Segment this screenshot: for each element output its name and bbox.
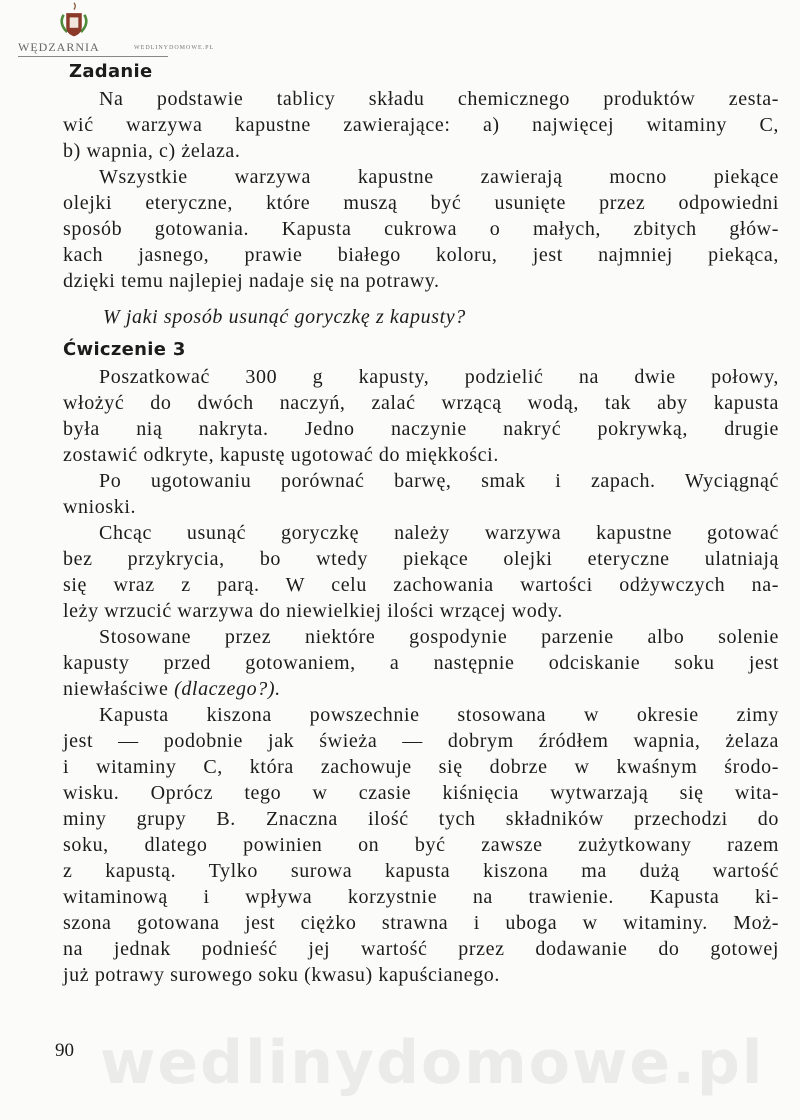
text-line: leży wrzucić warzywa do niewielkiej ilości wrzącej wody. [63, 600, 563, 622]
text-line: Stosowane przez niektóre gospodynie parzenie albo solenie [99, 626, 779, 648]
paragraph [63, 164, 779, 294]
text-line: z kapustą. Tylko surowa kapusta kiszona ma dużą wartość [63, 860, 779, 882]
text-line: Poszatkować 300 g kapusty, podzielić na dwie połowy, [99, 366, 779, 388]
text-line: szona gotowana jest ciężko strawna i uboga w witaminy. Moż- [63, 912, 779, 934]
heading-zadanie: Zadanie [69, 61, 153, 82]
text-line: włożyć do dwóch naczyń, zalać wrzącą wodą, tak aby kapusta [63, 392, 779, 414]
text-line: zostawić odkryte, kapustę ugotować do miękkości. [63, 444, 499, 466]
text-line: już potrawy surowego soku (kwasu) kapuścianego. [63, 964, 500, 986]
text-line: Na podstawie tablicy składu chemicznego produktów zesta- [99, 88, 779, 110]
body-text [63, 60, 779, 988]
logo-text: WĘDZARNIA [18, 40, 100, 54]
page-number: 90 [55, 1040, 74, 1061]
text-line: była nią nakryta. Jedno naczynie nakryć pokrywką, drugie [63, 418, 779, 440]
italic-text: (dlaczego?). [174, 678, 281, 700]
text-line: Wszystkie warzywa kapustne zawierają mocno piekące [99, 166, 779, 188]
text-line: wisku. Oprócz tego w czasie kiśnięcia wytwarzają się wita- [63, 782, 779, 804]
paragraph [63, 702, 779, 988]
question: W jaki sposób usunąć goryczkę z kapusty? [103, 306, 466, 328]
text-line: na jednak podnieść jej wartość przez dodawanie do gotowej [63, 938, 779, 960]
heading-cwiczenie: Ćwiczenie 3 [63, 339, 186, 360]
logo-divider [18, 56, 168, 57]
text-line: kapusty przed gotowaniem, a następnie odciskanie soku jest [63, 652, 779, 674]
text-line: miny grupy B. Znaczna ilość tych składników przechodzi do [63, 808, 779, 830]
smokehouse-logo-icon [56, 1, 92, 39]
text-line: bez przykrycia, bo wtedy piekące olejki eteryczne ulatniają [63, 548, 779, 570]
text-span: niewłaściwe [63, 678, 175, 700]
text-line: dzięki temu najlepiej nadaje się na potrawy. [63, 270, 440, 292]
paragraph [63, 468, 779, 520]
text-line: Chcąc usunąć goryczkę należy warzywa kapustne gotować [99, 522, 779, 544]
text-line: sposób gotowania. Kapusta cukrowa o małych, zbitych głów- [63, 218, 779, 240]
paragraph [63, 520, 779, 624]
text-line: jest — podobnie jak świeża — dobrym źródłem wapnia, żelaza [63, 730, 779, 752]
paragraph [63, 624, 779, 676]
text-line: i witaminy C, która zachowuje się dobrze w kwaśnym środo- [63, 756, 779, 778]
logo-subtext: WEDLINYDOMOWE.PL [134, 45, 215, 51]
logo [14, 0, 254, 58]
text-line: witaminową i wpływa korzystnie na trawienie. Kapusta ki- [63, 886, 779, 908]
text-line: b) wapnia, c) żelaza. [63, 140, 241, 162]
text-line: soku, dlatego powinien on być zawsze zużytkowany razem [63, 834, 779, 856]
paragraph [63, 86, 779, 164]
text-line: olejki eteryczne, które muszą być usunięte przez odpowiedni [63, 192, 779, 214]
text-line: wnioski. [63, 496, 137, 518]
text-line: kach jasnego, prawie białego koloru, jest najmniej piekąca, [63, 244, 779, 266]
text-line: wić warzywa kapustne zawierające: a) najwięcej witaminy C, [63, 114, 779, 136]
text-line [63, 676, 779, 702]
watermark-bottom: wedlinydomowe.pl [100, 1028, 765, 1098]
text-line: Po ugotowaniu porównać barwę, smak i zapach. Wyciągnąć [99, 470, 779, 492]
text-line: się wraz z parą. W celu zachowania wartości odżywczych na- [63, 574, 779, 596]
paragraph [63, 364, 779, 468]
text-line: Kapusta kiszona powszechnie stosowana w okresie zimy [99, 704, 779, 726]
